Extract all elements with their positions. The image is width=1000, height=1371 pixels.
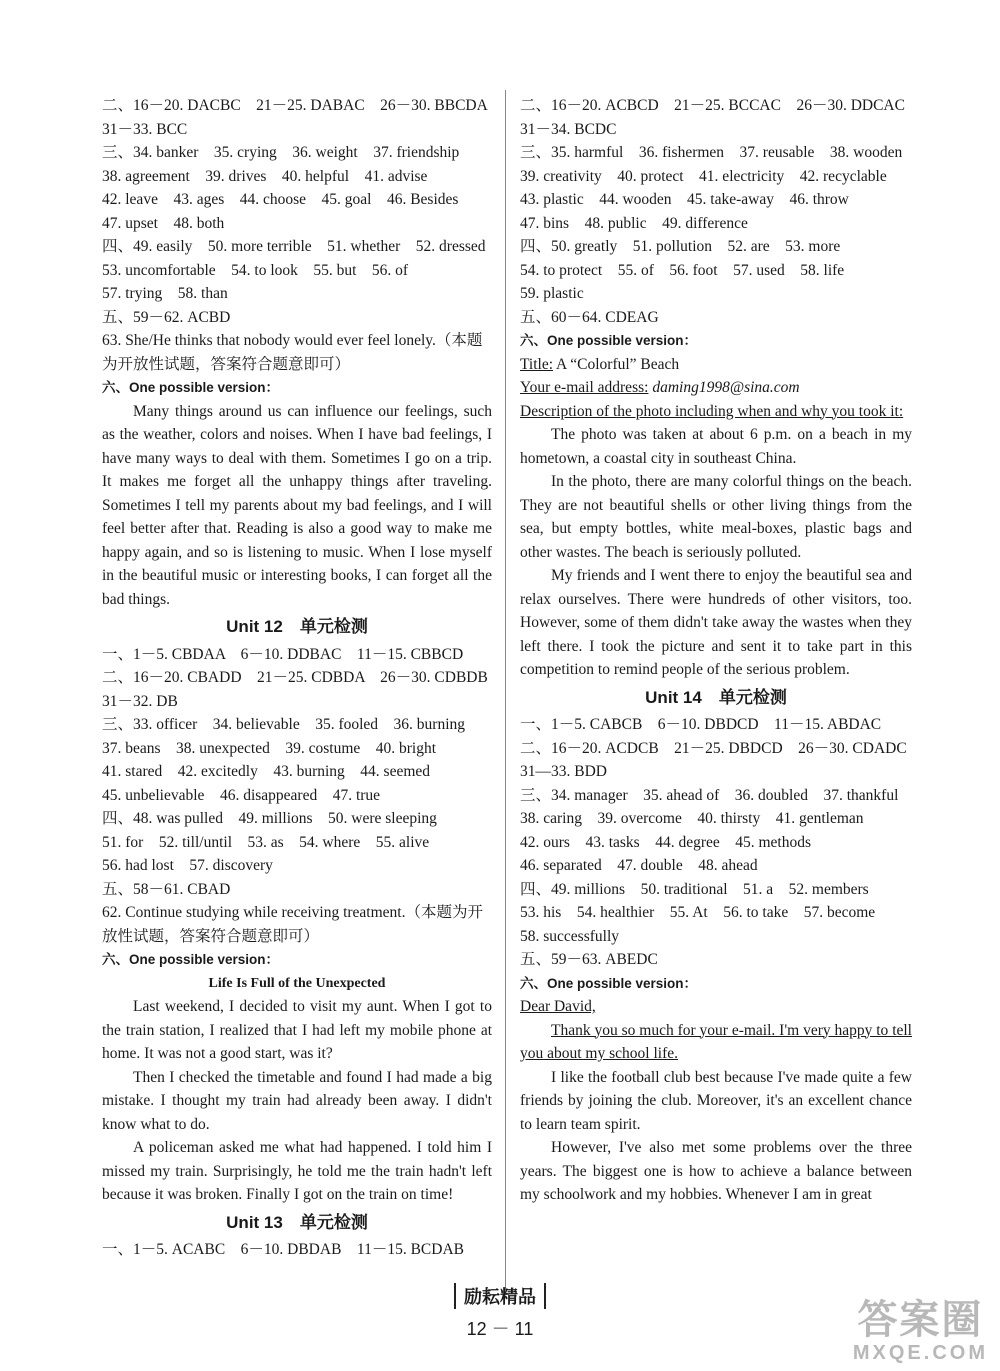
answer-line: 53. uncomfortable 54. to look 55. but 56. of xyxy=(102,261,409,279)
essay-paragraph: In the photo, there are many colorful things on the beach. They are not beautiful shells or other living things from the sea, but empty bottles, white meal-boxes, plastic bags and other wastes. The beach is seriously polluted. xyxy=(520,473,912,561)
answer-line: 三、35. harmful 36. fishermen 37. reusable 38. wooden xyxy=(520,144,903,161)
answer-line: 五、59－62. ACBD xyxy=(102,308,231,326)
essay-paragraph: However, I've also met some problems over the three years. The biggest one is how to achieve a balance between my schoolwork and my hobbies. Whenever I am in great xyxy=(520,1139,912,1203)
unit12-heading: Unit 12 单元检测 xyxy=(226,617,368,636)
answer-line: 五、59－63. ABEDC xyxy=(520,951,658,968)
answer-line: 56. had lost 57. discovery xyxy=(102,857,273,874)
answer-line: 四、48. was pulled 49. millions 50. were sleeping xyxy=(102,810,437,827)
section6-label: 六、One possible version： xyxy=(520,333,698,348)
answer-line: 三、33. officer 34. believable 35. fooled 36. burning xyxy=(102,716,466,733)
unit14-heading: Unit 14 单元检测 xyxy=(645,687,787,707)
essay-paragraph: Then I checked the timetable and found I had made a big mistake. I thought my train had already been away. I didn't know what to do. xyxy=(102,1068,492,1133)
essay-paragraph: The photo was taken at about 6 p.m. on a beach in my hometown, a coastal city in southeast China. xyxy=(520,426,912,467)
answer-line: 54. to protect 55. of 56. foot 57. used 58. life xyxy=(520,261,845,279)
answer-line: 41. stared 42. excitedly 43. burning 44. seemed xyxy=(102,763,431,780)
page-footer xyxy=(0,1283,1000,1341)
answer-line: 38. caring 39. overcome 40. thirsty 41. gentleman xyxy=(520,810,864,827)
essay-title: Life Is Full of the Unexpected xyxy=(208,975,386,991)
answer-line: 39. creativity 40. protect 41. electricity 42. recyclable xyxy=(520,167,887,185)
answer-line: 一、1－5. ACABC 6－10. DBDAB 11－15. BCDAB xyxy=(102,1241,464,1258)
answer-line: 31－34. BCDC xyxy=(520,120,617,138)
watermark-logo-text: 答案圈 xyxy=(857,1298,984,1342)
answer-line: 45. unbelievable 46. disappeared 47. true xyxy=(102,786,381,804)
answer-line: 一、1－5. CBDAA 6－10. DDBAC 11－15. CBBCD xyxy=(102,645,464,663)
title-line xyxy=(520,353,912,377)
sentence-answer: 63. She/He thinks that nobody would ever feel lonely.（本题为开放性试题，答案符合题意即可） xyxy=(102,332,483,373)
answer-line: 五、60－64. CDEAG xyxy=(520,308,659,326)
left-column xyxy=(102,94,492,1262)
answer-line: 58. successfully xyxy=(520,927,620,945)
section6-label: 六、One possible version： xyxy=(520,975,698,991)
answer-line: 三、34. banker 35. crying 36. weight 37. friendship xyxy=(102,144,460,161)
answer-line: 三、34. manager 35. ahead of 36. doubled 37. thankful xyxy=(520,786,899,804)
watermark-site: MXQE.COM xyxy=(852,1342,988,1364)
answer-line: 四、49. easily 50. more terrible 51. whether 52. dressed xyxy=(102,238,486,255)
essay-paragraph: Last weekend, I decided to visit my aunt. When I got to the train station, I realized that I had left my mobile phone at home. It was not a good start, was it? xyxy=(102,998,492,1062)
answer-line: 47. upset 48. both xyxy=(102,214,225,232)
email-line xyxy=(520,376,912,400)
answer-line: 46. separated 47. double 48. ahead xyxy=(520,857,758,874)
title-value: A “Colorful” Beach xyxy=(553,355,680,373)
email-value: daming1998@sina.com xyxy=(648,379,800,396)
page-number: 12 － 11 xyxy=(466,1319,534,1339)
watermark xyxy=(853,1298,988,1365)
answer-line: 37. beans 38. unexpected 39. costume 40. bright xyxy=(102,739,437,757)
letter-greeting: Dear David, xyxy=(520,998,596,1015)
unit13-answer-lines xyxy=(520,94,912,329)
answer-line: 二、16－20. ACDCB 21－25. DBDCD 26－30. CDADC xyxy=(520,739,907,757)
sentence-answer: 62. Continue studying while receiving treatment.（本题为开放性试题，答案符合题意即可） xyxy=(102,904,483,945)
answer-line: 42. ours 43. tasks 44. degree 45. methods xyxy=(520,833,812,851)
unit12-answer-lines xyxy=(102,643,492,902)
answer-line: 43. plastic 44. wooden 45. take-away 46. throw xyxy=(520,191,849,208)
unit14-answer-lines xyxy=(520,713,912,972)
answer-line: 五、58－61. CBAD xyxy=(102,880,231,898)
section6-label: 六、One possible version： xyxy=(102,952,280,967)
essay-paragraph: A policeman asked me what had happened. I told him I missed my train. Surprisingly, he told me the train hadn't left because it was broken. Finally I got on the train on time! xyxy=(102,1139,492,1203)
answer-line: 四、49. millions 50. traditional 51. a 52. members xyxy=(520,880,869,898)
answer-line: 31－33. BCC xyxy=(102,120,188,138)
answer-line: 二、16－20. CBADD 21－25. CDBDA 26－30. CDBDB xyxy=(102,669,488,686)
answer-line: 51. for 52. till/until 53. as 54. where 55. alive xyxy=(102,833,430,851)
unit13-heading: Unit 13 单元检测 xyxy=(226,1212,368,1232)
section6-label: 六、One possible version： xyxy=(102,380,280,395)
answer-line: 二、16－20. ACBCD 21－25. BCCAC 26－30. DDCAC xyxy=(520,97,905,114)
answer-line: 四、50. greatly 51. pollution 52. are 53. more xyxy=(520,238,841,255)
answer-line: 59. plastic xyxy=(520,285,584,302)
answer-line: 38. agreement 39. drives 40. helpful 41. advise xyxy=(102,167,428,185)
email-label: Your e-mail address: xyxy=(520,379,649,396)
photo-description-label: Description of the photo including when and why you took it: xyxy=(520,402,904,420)
title-label: Title: xyxy=(520,355,554,373)
answer-line: 57. trying 58. than xyxy=(102,285,228,302)
essay-paragraph: My friends and I went there to enjoy the beautiful sea and relax ourselves. There were hundreds of other visitors, too. However, some of them didn't take away the wastes when they left there. I took the picture and sent it to take part in this competition to remind people of the serious problem. xyxy=(520,567,912,678)
answer-line: 31－32. DB xyxy=(102,692,178,710)
answer-line: 31—33. BDD xyxy=(520,763,607,780)
answer-line: 47. bins 48. public 49. difference xyxy=(520,214,748,232)
brand-label: 励耘精品 xyxy=(454,1283,546,1309)
answer-line: 二、16－20. DACBC 21－25. DABAC 26－30. BBCDA xyxy=(102,97,488,114)
essay-paragraph: Many things around us can influence our feelings, such as the weather, colors and noises. When I have bad feelings, I have many ways to deal with them. Sometimes I go on a trip. It makes me forget all the unhappy things after traveling. Sometimes I tell my parents about my bad feelings, and I will feel better after that. Reading is also a good way to make me happy again, and so is listening to music. When I lose myself in the beautiful music or interesting books, I can forget all the bad things. xyxy=(102,402,492,608)
column-divider xyxy=(505,90,506,1290)
unit11-answer-lines xyxy=(102,94,492,329)
answer-line: 一、1－5. CABCB 6－10. DBDCD 11－15. ABDAC xyxy=(520,716,882,733)
letter-opening: Thank you so much for your e-mail. I'm very happy to tell you about my school life. xyxy=(520,1021,912,1062)
answer-line: 53. his 54. healthier 55. At 56. to take 57. become xyxy=(520,904,876,921)
right-column xyxy=(520,94,912,1207)
essay-paragraph: I like the football club best because I've made quite a few friends by joining the club. Moreover, it's an excellent chance to learn team spirit. xyxy=(520,1068,912,1133)
answer-line: 42. leave 43. ages 44. choose 45. goal 46. Besides xyxy=(102,191,459,208)
